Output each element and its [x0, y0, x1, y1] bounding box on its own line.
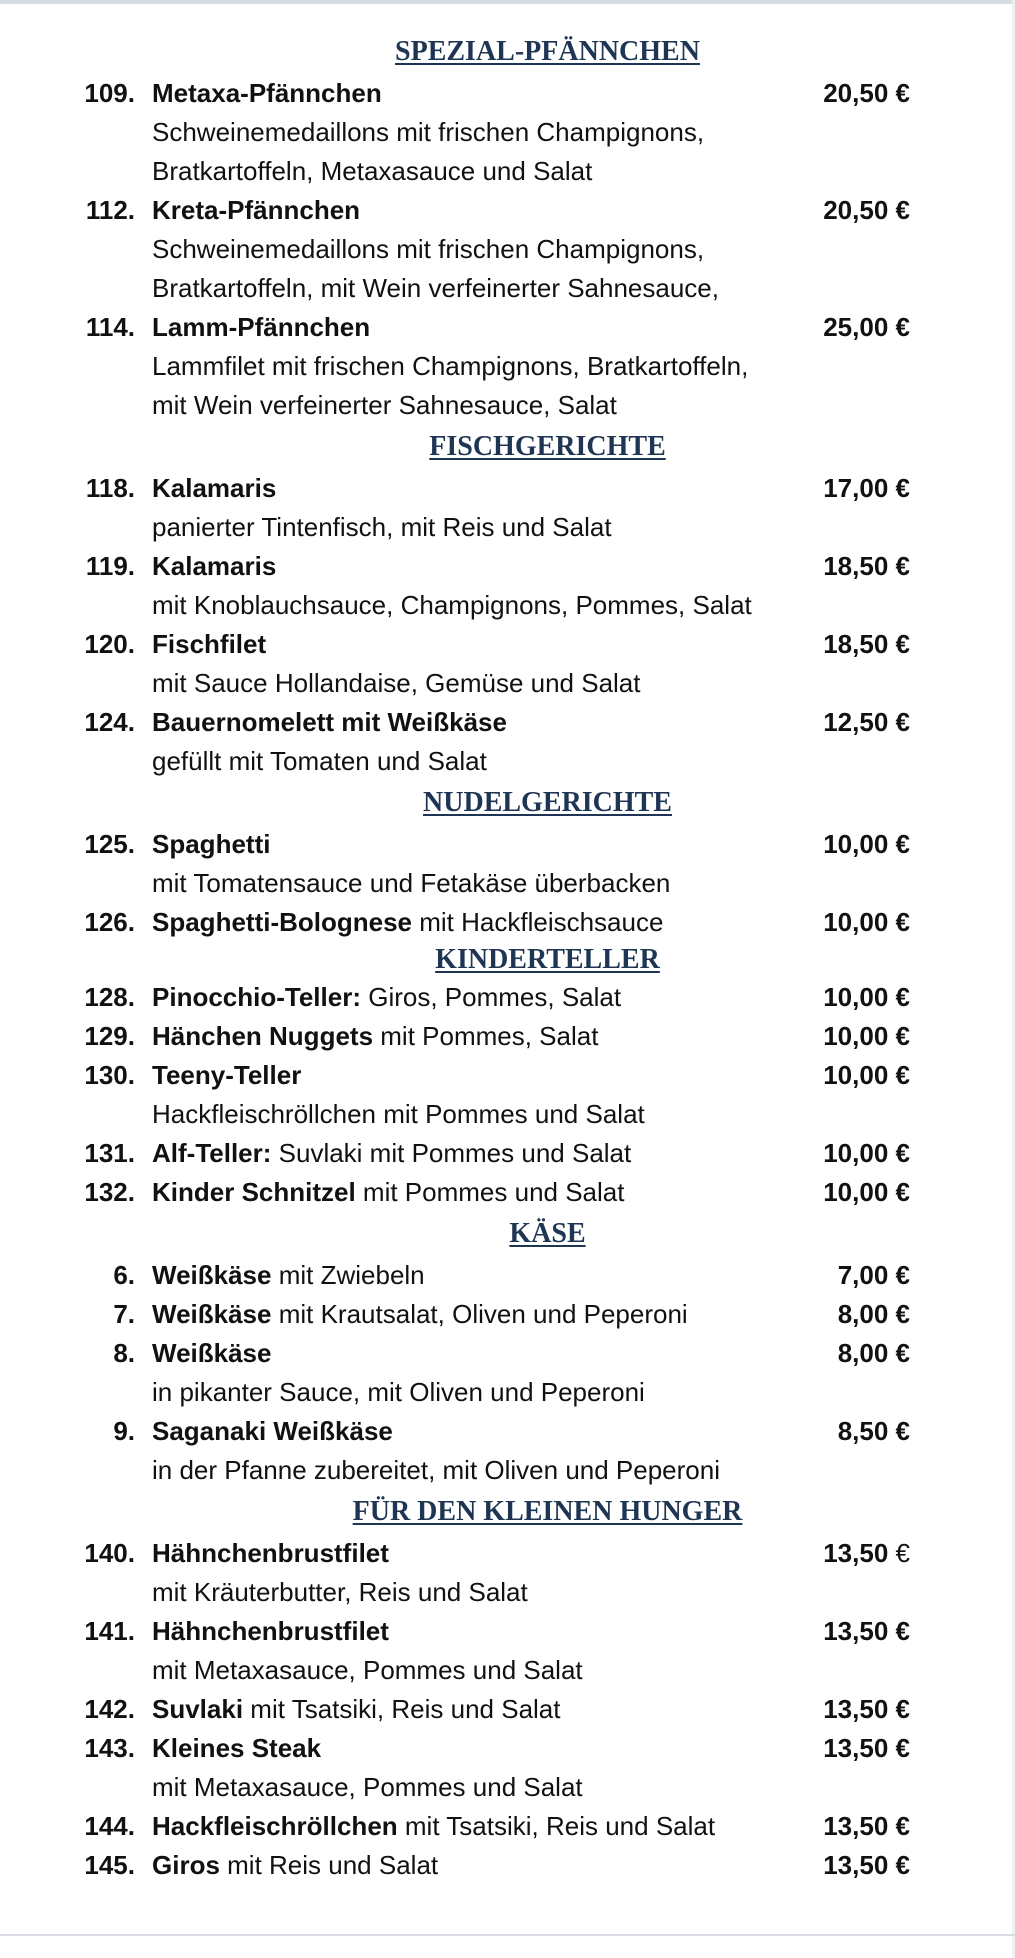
menu-item	[0, 1134, 1015, 1173]
section-spezial-pfannchen	[0, 30, 1015, 425]
item-description: in pikanter Sauce, mit Oliven und Peperoni	[152, 1377, 645, 1407]
item-title: Hänchen Nuggets	[152, 1021, 374, 1051]
price-value: 13,50	[823, 1850, 889, 1880]
currency-symbol: €	[895, 1733, 910, 1763]
item-name	[152, 1807, 715, 1846]
item-title: Kalamaris	[152, 473, 277, 503]
currency-symbol: €	[895, 1138, 910, 1168]
price-value: 10,00	[823, 907, 889, 937]
item-price	[823, 191, 910, 230]
menu-page	[0, 30, 1015, 1885]
item-title: Kalamaris	[152, 551, 277, 581]
item-price	[823, 825, 910, 864]
item-title: Kinder Schnitzel	[152, 1177, 356, 1207]
currency-symbol: €	[895, 707, 910, 737]
item-name	[152, 1412, 393, 1451]
section-title	[0, 30, 1015, 74]
menu-item	[0, 1612, 1015, 1651]
item-description: mit Metaxasauce, Pommes und Salat	[152, 1655, 583, 1685]
price-value: 13,50	[823, 1811, 889, 1841]
item-number: 145.	[84, 1850, 135, 1880]
item-title: Giros	[152, 1850, 220, 1880]
currency-symbol: €	[895, 195, 910, 225]
price-value: 13,50	[823, 1616, 889, 1646]
item-description: Bratkartoffeln, mit Wein verfeinerter Sahnesauce,	[152, 273, 719, 303]
item-name	[152, 1295, 688, 1334]
section-title	[0, 1212, 1015, 1256]
item-name	[152, 469, 276, 508]
item-number: 118.	[85, 473, 135, 503]
item-title: Fischfilet	[152, 629, 267, 659]
item-name	[152, 625, 266, 664]
currency-symbol: €	[895, 982, 910, 1012]
item-price	[838, 1295, 910, 1334]
price-value: 10,00	[823, 1138, 889, 1168]
item-number: 7.	[113, 1299, 135, 1329]
item-inline-description: mit Zwiebeln	[271, 1260, 425, 1290]
price-value: 25,00	[823, 312, 889, 342]
item-title: Spaghetti-Bolognese	[152, 907, 413, 937]
menu-item	[0, 1412, 1015, 1451]
item-price	[823, 1134, 910, 1173]
item-name	[152, 1846, 438, 1885]
item-number: 141.	[84, 1616, 135, 1646]
item-number: 126.	[84, 907, 135, 937]
price-value: 13,50	[823, 1694, 889, 1724]
item-inline-description: mit Tsatsiki, Reis und Salat	[243, 1694, 561, 1724]
currency-symbol: €	[895, 1811, 910, 1841]
section-title	[0, 1490, 1015, 1534]
section-title-text: KÄSE	[509, 1218, 586, 1249]
item-number: 129.	[84, 1021, 135, 1051]
item-number: 142.	[84, 1694, 135, 1724]
item-description: Bratkartoffeln, Metaxasauce und Salat	[152, 156, 593, 186]
item-title: Kleines Steak	[152, 1733, 322, 1763]
item-price	[823, 469, 910, 508]
item-description: mit Wein verfeinerter Sahnesauce, Salat	[152, 390, 617, 420]
price-value: 10,00	[823, 1177, 889, 1207]
item-price	[823, 308, 910, 347]
section-title-text: FISCHGERICHTE	[429, 431, 666, 462]
price-value: 10,00	[823, 982, 889, 1012]
section-kinderteller	[0, 942, 1015, 1212]
item-number: 119.	[85, 551, 135, 581]
item-title: Lamm-Pfännchen	[152, 312, 371, 342]
item-description: Lammfilet mit frischen Champignons, Bratkartoffeln,	[152, 351, 749, 381]
item-name	[152, 703, 507, 742]
item-title: Weißkäse	[152, 1338, 272, 1368]
item-name	[152, 1017, 598, 1056]
item-number: 109.	[84, 78, 135, 108]
menu-item	[0, 1534, 1015, 1573]
menu-item	[0, 308, 1015, 347]
currency-symbol: €	[895, 1616, 910, 1646]
item-price	[823, 703, 910, 742]
currency-symbol: €	[895, 551, 910, 581]
currency-symbol: €	[895, 1260, 910, 1290]
item-name	[152, 1534, 389, 1573]
item-name	[152, 547, 276, 586]
section-nudelgerichte	[0, 781, 1015, 942]
item-name	[152, 1334, 271, 1373]
section-title	[0, 425, 1015, 469]
section-title-text: FÜR DEN KLEINEN HUNGER	[352, 1496, 743, 1527]
item-title: Alf-Teller:	[152, 1138, 272, 1168]
item-name	[152, 191, 360, 230]
menu-item	[0, 1256, 1015, 1295]
item-number: 132.	[84, 1177, 135, 1207]
section-title	[0, 781, 1015, 825]
currency-symbol: €	[895, 1299, 910, 1329]
item-price	[823, 978, 910, 1017]
item-number: 143.	[84, 1733, 135, 1763]
section-title-text: NUDELGERICHTE	[423, 787, 672, 818]
item-description: Hackfleischröllchen mit Pommes und Salat	[152, 1099, 645, 1129]
section-title-text: SPEZIAL-PFÄNNCHEN	[395, 36, 700, 67]
item-title: Hähnchenbrustfilet	[152, 1616, 389, 1646]
item-price	[838, 1412, 910, 1451]
item-description: mit Kräuterbutter, Reis und Salat	[152, 1577, 528, 1607]
price-value: 13,50	[823, 1538, 889, 1568]
item-title: Bauernomelett mit Weißkäse	[152, 707, 507, 737]
item-inline-description: mit Reis und Salat	[219, 1850, 439, 1880]
item-price	[823, 1729, 910, 1768]
currency-symbol: €	[895, 1060, 910, 1090]
menu-item	[0, 978, 1015, 1017]
currency-symbol: €	[895, 1694, 910, 1724]
price-value: 20,50	[823, 78, 889, 108]
item-description: Schweinemedaillons mit frischen Champignons,	[152, 234, 705, 264]
price-value: 10,00	[823, 829, 889, 859]
item-number: 144.	[84, 1811, 135, 1841]
price-value: 12,50	[823, 707, 889, 737]
item-price	[823, 1056, 910, 1095]
section-title	[0, 942, 1015, 978]
item-price	[823, 1534, 910, 1573]
section-fur-den-kleinen-hunger	[0, 1490, 1015, 1885]
price-value: 10,00	[823, 1021, 889, 1051]
menu-item	[0, 191, 1015, 230]
menu-item	[0, 1017, 1015, 1056]
currency-symbol: €	[895, 473, 910, 503]
top-border	[0, 0, 1015, 4]
menu-item	[0, 1807, 1015, 1846]
item-name	[152, 1729, 321, 1768]
menu-item	[0, 825, 1015, 864]
menu-item	[0, 1334, 1015, 1373]
item-title: Pinocchio-Teller:	[152, 982, 361, 1012]
currency-symbol: €	[895, 78, 910, 108]
item-description: gefüllt mit Tomaten und Salat	[152, 746, 487, 776]
item-price	[823, 1807, 910, 1846]
item-price	[823, 1612, 910, 1651]
item-inline-description: mit Pommes, Salat	[373, 1021, 599, 1051]
menu-item	[0, 1056, 1015, 1095]
item-price	[838, 1334, 910, 1373]
section-kase	[0, 1212, 1015, 1490]
bottom-border	[0, 1934, 1015, 1936]
currency-symbol: €	[895, 1538, 910, 1568]
item-number: 114.	[85, 312, 135, 342]
currency-symbol: €	[895, 1177, 910, 1207]
item-inline-description: mit Pommes und Salat	[355, 1177, 625, 1207]
item-description: Schweinemedaillons mit frischen Champignons,	[152, 117, 705, 147]
currency-symbol: €	[895, 629, 910, 659]
price-value: 8,00	[837, 1299, 889, 1329]
item-price	[823, 903, 910, 942]
item-name	[152, 1134, 631, 1173]
price-value: 17,00	[823, 473, 889, 503]
currency-symbol: €	[895, 312, 910, 342]
price-value: 18,50	[823, 551, 889, 581]
item-title: Weißkäse	[152, 1260, 272, 1290]
item-name	[152, 1056, 301, 1095]
menu-item	[0, 1295, 1015, 1334]
item-description: mit Sauce Hollandaise, Gemüse und Salat	[152, 668, 641, 698]
item-name	[152, 1256, 425, 1295]
menu-item	[0, 1729, 1015, 1768]
currency-symbol: €	[895, 829, 910, 859]
menu-item	[0, 1846, 1015, 1885]
item-number: 8.	[113, 1338, 135, 1368]
item-title: Suvlaki	[152, 1694, 244, 1724]
item-title: Teeny-Teller	[152, 1060, 302, 1090]
item-number: 131.	[84, 1138, 135, 1168]
menu-item	[0, 903, 1015, 942]
item-name	[152, 1612, 389, 1651]
item-inline-description: mit Hackfleischsauce	[412, 907, 664, 937]
menu-item	[0, 469, 1015, 508]
item-description: in der Pfanne zubereitet, mit Oliven und Peperoni	[152, 1455, 721, 1485]
item-title: Hähnchenbrustfilet	[152, 1538, 389, 1568]
item-name	[152, 74, 382, 113]
section-title-text: KINDERTELLER	[435, 944, 660, 975]
currency-symbol: €	[895, 1416, 910, 1446]
item-inline-description: Suvlaki mit Pommes und Salat	[271, 1138, 632, 1168]
item-description: mit Knoblauchsauce, Champignons, Pommes, Salat	[152, 590, 752, 620]
item-price	[823, 74, 910, 113]
price-value: 8,00	[837, 1338, 889, 1368]
item-number: 9.	[113, 1416, 135, 1446]
item-name	[152, 1173, 624, 1212]
item-inline-description: mit Krautsalat, Oliven und Peperoni	[271, 1299, 688, 1329]
menu-item	[0, 1173, 1015, 1212]
item-price	[823, 547, 910, 586]
item-number: 6.	[113, 1260, 135, 1290]
currency-symbol: €	[895, 1338, 910, 1368]
item-description: mit Metaxasauce, Pommes und Salat	[152, 1772, 583, 1802]
menu-item	[0, 625, 1015, 664]
item-title: Hackfleischröllchen	[152, 1811, 398, 1841]
item-name	[152, 1690, 560, 1729]
section-fischgerichte	[0, 425, 1015, 781]
item-number: 120.	[84, 629, 135, 659]
item-price	[823, 1017, 910, 1056]
item-inline-description: Giros, Pommes, Salat	[361, 982, 622, 1012]
menu-item	[0, 547, 1015, 586]
currency-symbol: €	[895, 1850, 910, 1880]
price-value: 8,50	[837, 1416, 889, 1446]
item-description: panierter Tintenfisch, mit Reis und Salat	[152, 512, 612, 542]
menu-item	[0, 703, 1015, 742]
item-title: Metaxa-Pfännchen	[152, 78, 382, 108]
currency-symbol: €	[895, 1021, 910, 1051]
item-name	[152, 903, 663, 942]
price-value: 20,50	[823, 195, 889, 225]
item-number: 125.	[84, 829, 135, 859]
menu-item	[0, 1690, 1015, 1729]
price-value: 13,50	[823, 1733, 889, 1763]
price-value: 7,00	[837, 1260, 889, 1290]
price-value: 18,50	[823, 629, 889, 659]
item-name	[152, 308, 370, 347]
item-title: Kreta-Pfännchen	[152, 195, 361, 225]
item-price	[823, 1846, 910, 1885]
currency-symbol: €	[895, 907, 910, 937]
price-value: 10,00	[823, 1060, 889, 1090]
item-price	[823, 625, 910, 664]
menu-item	[0, 74, 1015, 113]
item-inline-description: mit Tsatsiki, Reis und Salat	[397, 1811, 716, 1841]
item-number: 140.	[84, 1538, 135, 1568]
item-description: mit Tomatensauce und Fetakäse überbacken	[152, 868, 671, 898]
item-title: Weißkäse	[152, 1299, 272, 1329]
item-name	[152, 825, 270, 864]
item-title: Spaghetti	[152, 829, 271, 859]
item-number: 124.	[84, 707, 135, 737]
item-title: Saganaki Weißkäse	[152, 1416, 393, 1446]
item-price	[823, 1173, 910, 1212]
item-name	[152, 978, 621, 1017]
item-price	[823, 1690, 910, 1729]
item-number: 128.	[84, 982, 135, 1012]
item-price	[838, 1256, 910, 1295]
item-number: 112.	[85, 195, 135, 225]
item-number: 130.	[84, 1060, 135, 1090]
